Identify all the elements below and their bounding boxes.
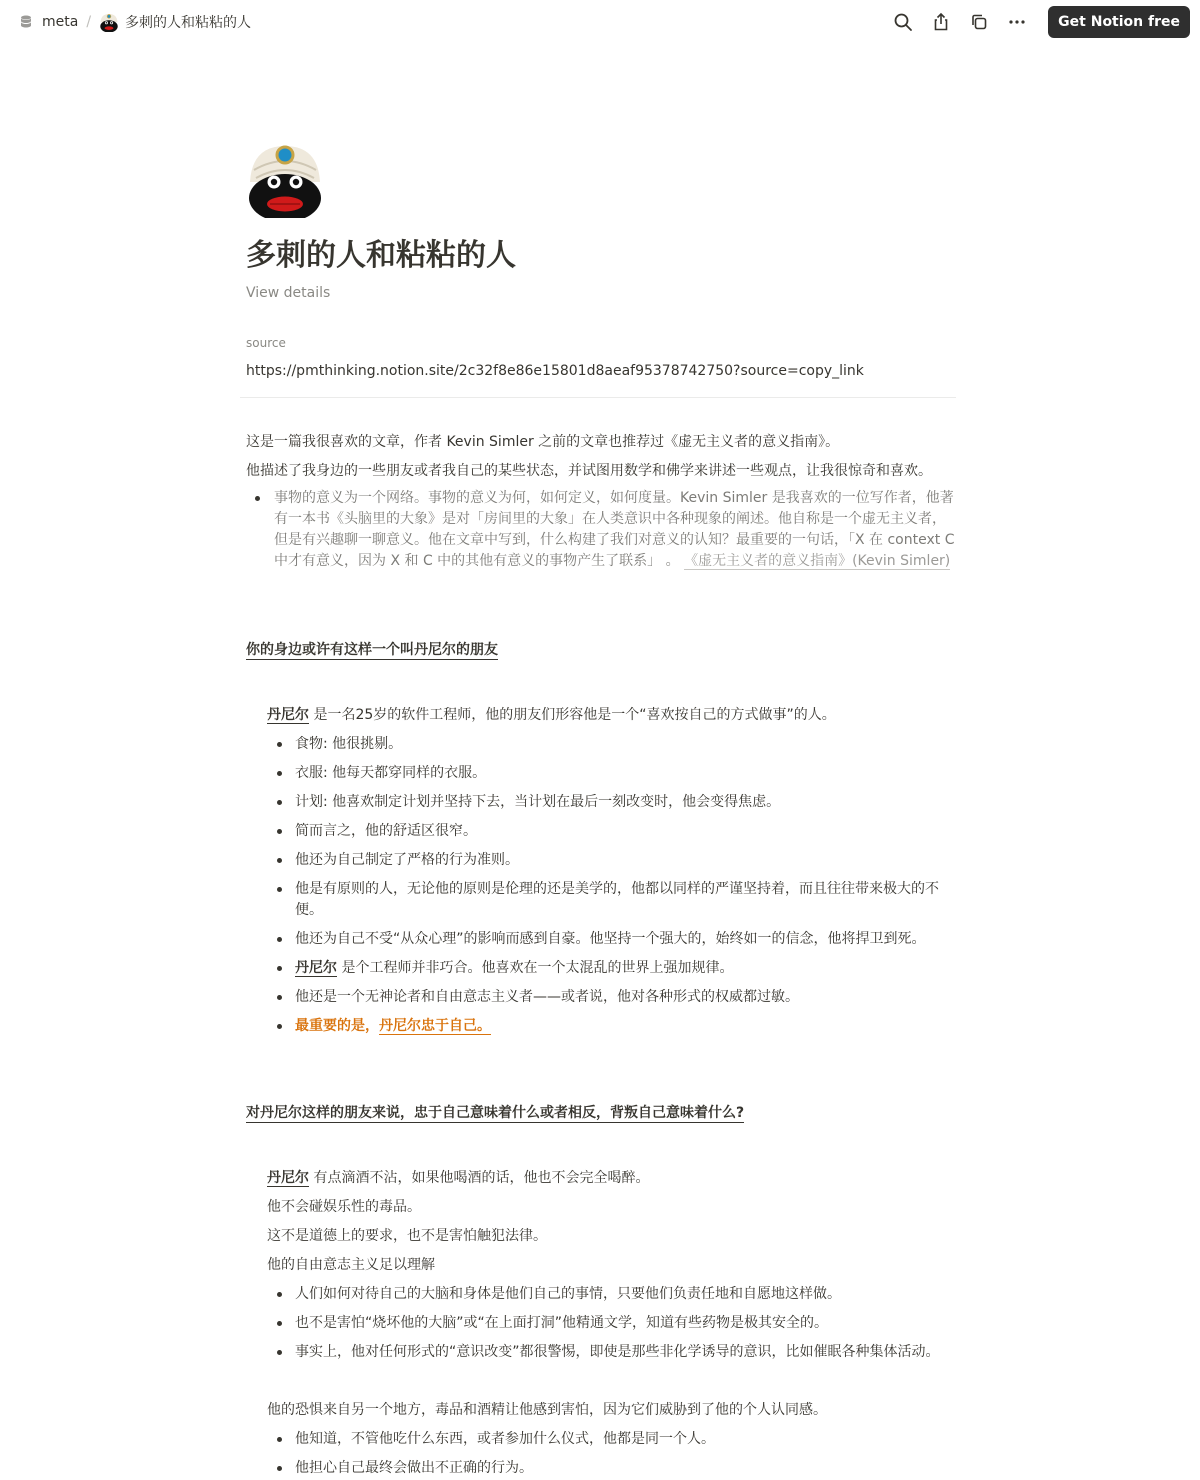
list-item: 食物: 他很挑剔。 <box>267 730 956 759</box>
section-heading-1: 你的身边或许有这样一个叫丹尼尔的朋友 <box>246 642 498 658</box>
breadcrumb-page-label: 多刺的人和粘粘的人 <box>125 15 252 31</box>
quote-text: 事物的意义为一个网络。事物的意义为何，如何定义，如何度量。Kevin Simler 是我喜欢的一位写作者，他著有一本书《头脑里的大象》是对「房间里的大象」在人类意识中各种现象的阐述。他自称是一个虚无主义者，但是有兴趣聊一聊意义。他在文章中写到，什么构建了我们对意义的认知？最重要的一句话，「X 在 context C 中才有意义，因为 X 和 C 中的其他有意义的事物产生了联系」 。 <box>274 490 955 569</box>
section1-lead-text: 是一名25岁的软件工程师，他的朋友们形容他是一个“喜欢按自己的方式做事”的人。 <box>309 707 836 723</box>
list-item: 他还是一个无神论者和自由意志主义者——或者说，他对各种形式的权威都过敏。 <box>267 983 956 1012</box>
section2-lead <box>246 1164 956 1193</box>
list-item: 也不是害怕“烧坏他的大脑”或“在上面打洞”他精通文学，知道有些药物是极其安全的。 <box>267 1309 956 1338</box>
quote-link[interactable]: 《虚无主义者的意义指南》(Kevin Simler) <box>684 553 951 569</box>
list-item-text: 是个工程师并非巧合。他喜欢在一个太混乱的世界上强加规律。 <box>337 960 734 976</box>
top-bar <box>0 0 1200 44</box>
page-title: 多刺的人和粘粘的人 <box>246 238 516 273</box>
section2-paragraph: 他的自由意志主义足以理解 <box>267 1257 435 1273</box>
breadcrumb-workspace[interactable] <box>18 10 78 34</box>
section2-paragraph: 这不是道德上的要求，也不是害怕触犯法律。 <box>267 1228 547 1244</box>
duplicate-icon <box>969 12 989 32</box>
more-icon <box>1007 12 1027 32</box>
intro-paragraph-2: 他描述了我身边的一些朋友或者我自己的某些状态，并试图用数学和佛学来讲述一些观点，让我很惊奇和喜欢。 <box>246 463 932 479</box>
property-label-source: source <box>246 336 286 350</box>
mention-daniel[interactable]: 丹尼尔 <box>267 707 309 723</box>
list-item: 他担心自己最终会做出不正确的行为。 <box>267 1454 956 1480</box>
section2-list-2 <box>246 1425 956 1480</box>
list-item: 人们如何对待自己的大脑和身体是他们自己的事情，只要他们负责任地和自愿地这样做。 <box>267 1280 956 1309</box>
database-icon <box>18 14 34 30</box>
section2-paragraph: 他的恐惧来自另一个地方，毒品和酒精让他感到害怕，因为它们威胁到了他的个人认同感。 <box>267 1402 827 1418</box>
list-item-highlight <box>267 1012 956 1041</box>
section2-list <box>246 1280 956 1367</box>
property-value-source[interactable]: https://pmthinking.notion.site/2c32f8e86e15801d8aeaf95378742750?source=copy_link <box>246 363 864 379</box>
list-item: 他还为自己不受“从众心理”的影响而感到自豪。他坚持一个强大的，始终如一的信念，他将捍卫到死。 <box>267 925 956 954</box>
share-icon <box>931 12 951 32</box>
more-button[interactable] <box>1002 7 1032 37</box>
section1-lead <box>246 701 956 730</box>
view-details-link[interactable]: View details <box>246 285 331 301</box>
section-heading-2: 对丹尼尔这样的朋友来说，忠于自己意味着什么或者相反，背叛自己意味着什么? <box>246 1105 745 1121</box>
list-item: 事实上，他对任何形式的“意识改变”都很警惕，即使是那些非化学诱导的意识，比如催眠各种集体活动。 <box>267 1338 956 1367</box>
list-item: 他知道，不管他吃什么东西，或者参加什么仪式，他都是同一个人。 <box>267 1425 956 1454</box>
section2-lead-text: 有点滴酒不沾，如果他喝酒的话，他也不会完全喝醉。 <box>309 1170 650 1186</box>
section2-paragraph: 他不会碰娱乐性的毒品。 <box>267 1199 421 1215</box>
search-button[interactable] <box>888 7 918 37</box>
header-divider <box>240 397 956 398</box>
highlight-prefix: 最重要的是， <box>295 1018 379 1034</box>
search-icon <box>893 12 913 32</box>
list-item: 他还为自己制定了严格的行为准则。 <box>267 846 956 875</box>
highlight-underlined: 丹尼尔忠于自己。 <box>379 1018 491 1034</box>
breadcrumb-workspace-label: meta <box>42 14 79 30</box>
top-actions <box>888 6 1190 38</box>
list-item <box>267 954 956 983</box>
page-avatar-icon <box>99 12 119 32</box>
list-item: 计划: 他喜欢制定计划并坚持下去，当计划在最后一刻改变时，他会变得焦虑。 <box>267 788 956 817</box>
page-icon[interactable] <box>246 140 324 218</box>
page-content <box>246 428 956 1480</box>
intro-paragraph-1: 这是一篇我很喜欢的文章，作者 Kevin Simler 之前的文章也推荐过《虚无主义者的意义指南》。 <box>246 434 840 450</box>
get-notion-free-button[interactable]: Get Notion free <box>1048 6 1190 38</box>
quote-bullet <box>246 488 956 572</box>
page-header <box>246 140 950 382</box>
breadcrumb-page[interactable] <box>99 10 251 34</box>
mention-daniel[interactable]: 丹尼尔 <box>295 960 337 976</box>
list-item: 衣服: 他每天都穿同样的衣服。 <box>267 759 956 788</box>
mention-daniel[interactable]: 丹尼尔 <box>267 1170 309 1186</box>
section1-list <box>246 730 956 1041</box>
list-item: 简而言之，他的舒适区很窄。 <box>267 817 956 846</box>
share-button[interactable] <box>926 7 956 37</box>
breadcrumb-separator: / <box>86 14 92 30</box>
list-item: 他是有原则的人，无论他的原则是伦理的还是美学的，他都以同样的严谨坚持着，而且往往带来极大的不便。 <box>267 875 956 925</box>
duplicate-button[interactable] <box>964 7 994 37</box>
breadcrumb <box>18 10 251 34</box>
